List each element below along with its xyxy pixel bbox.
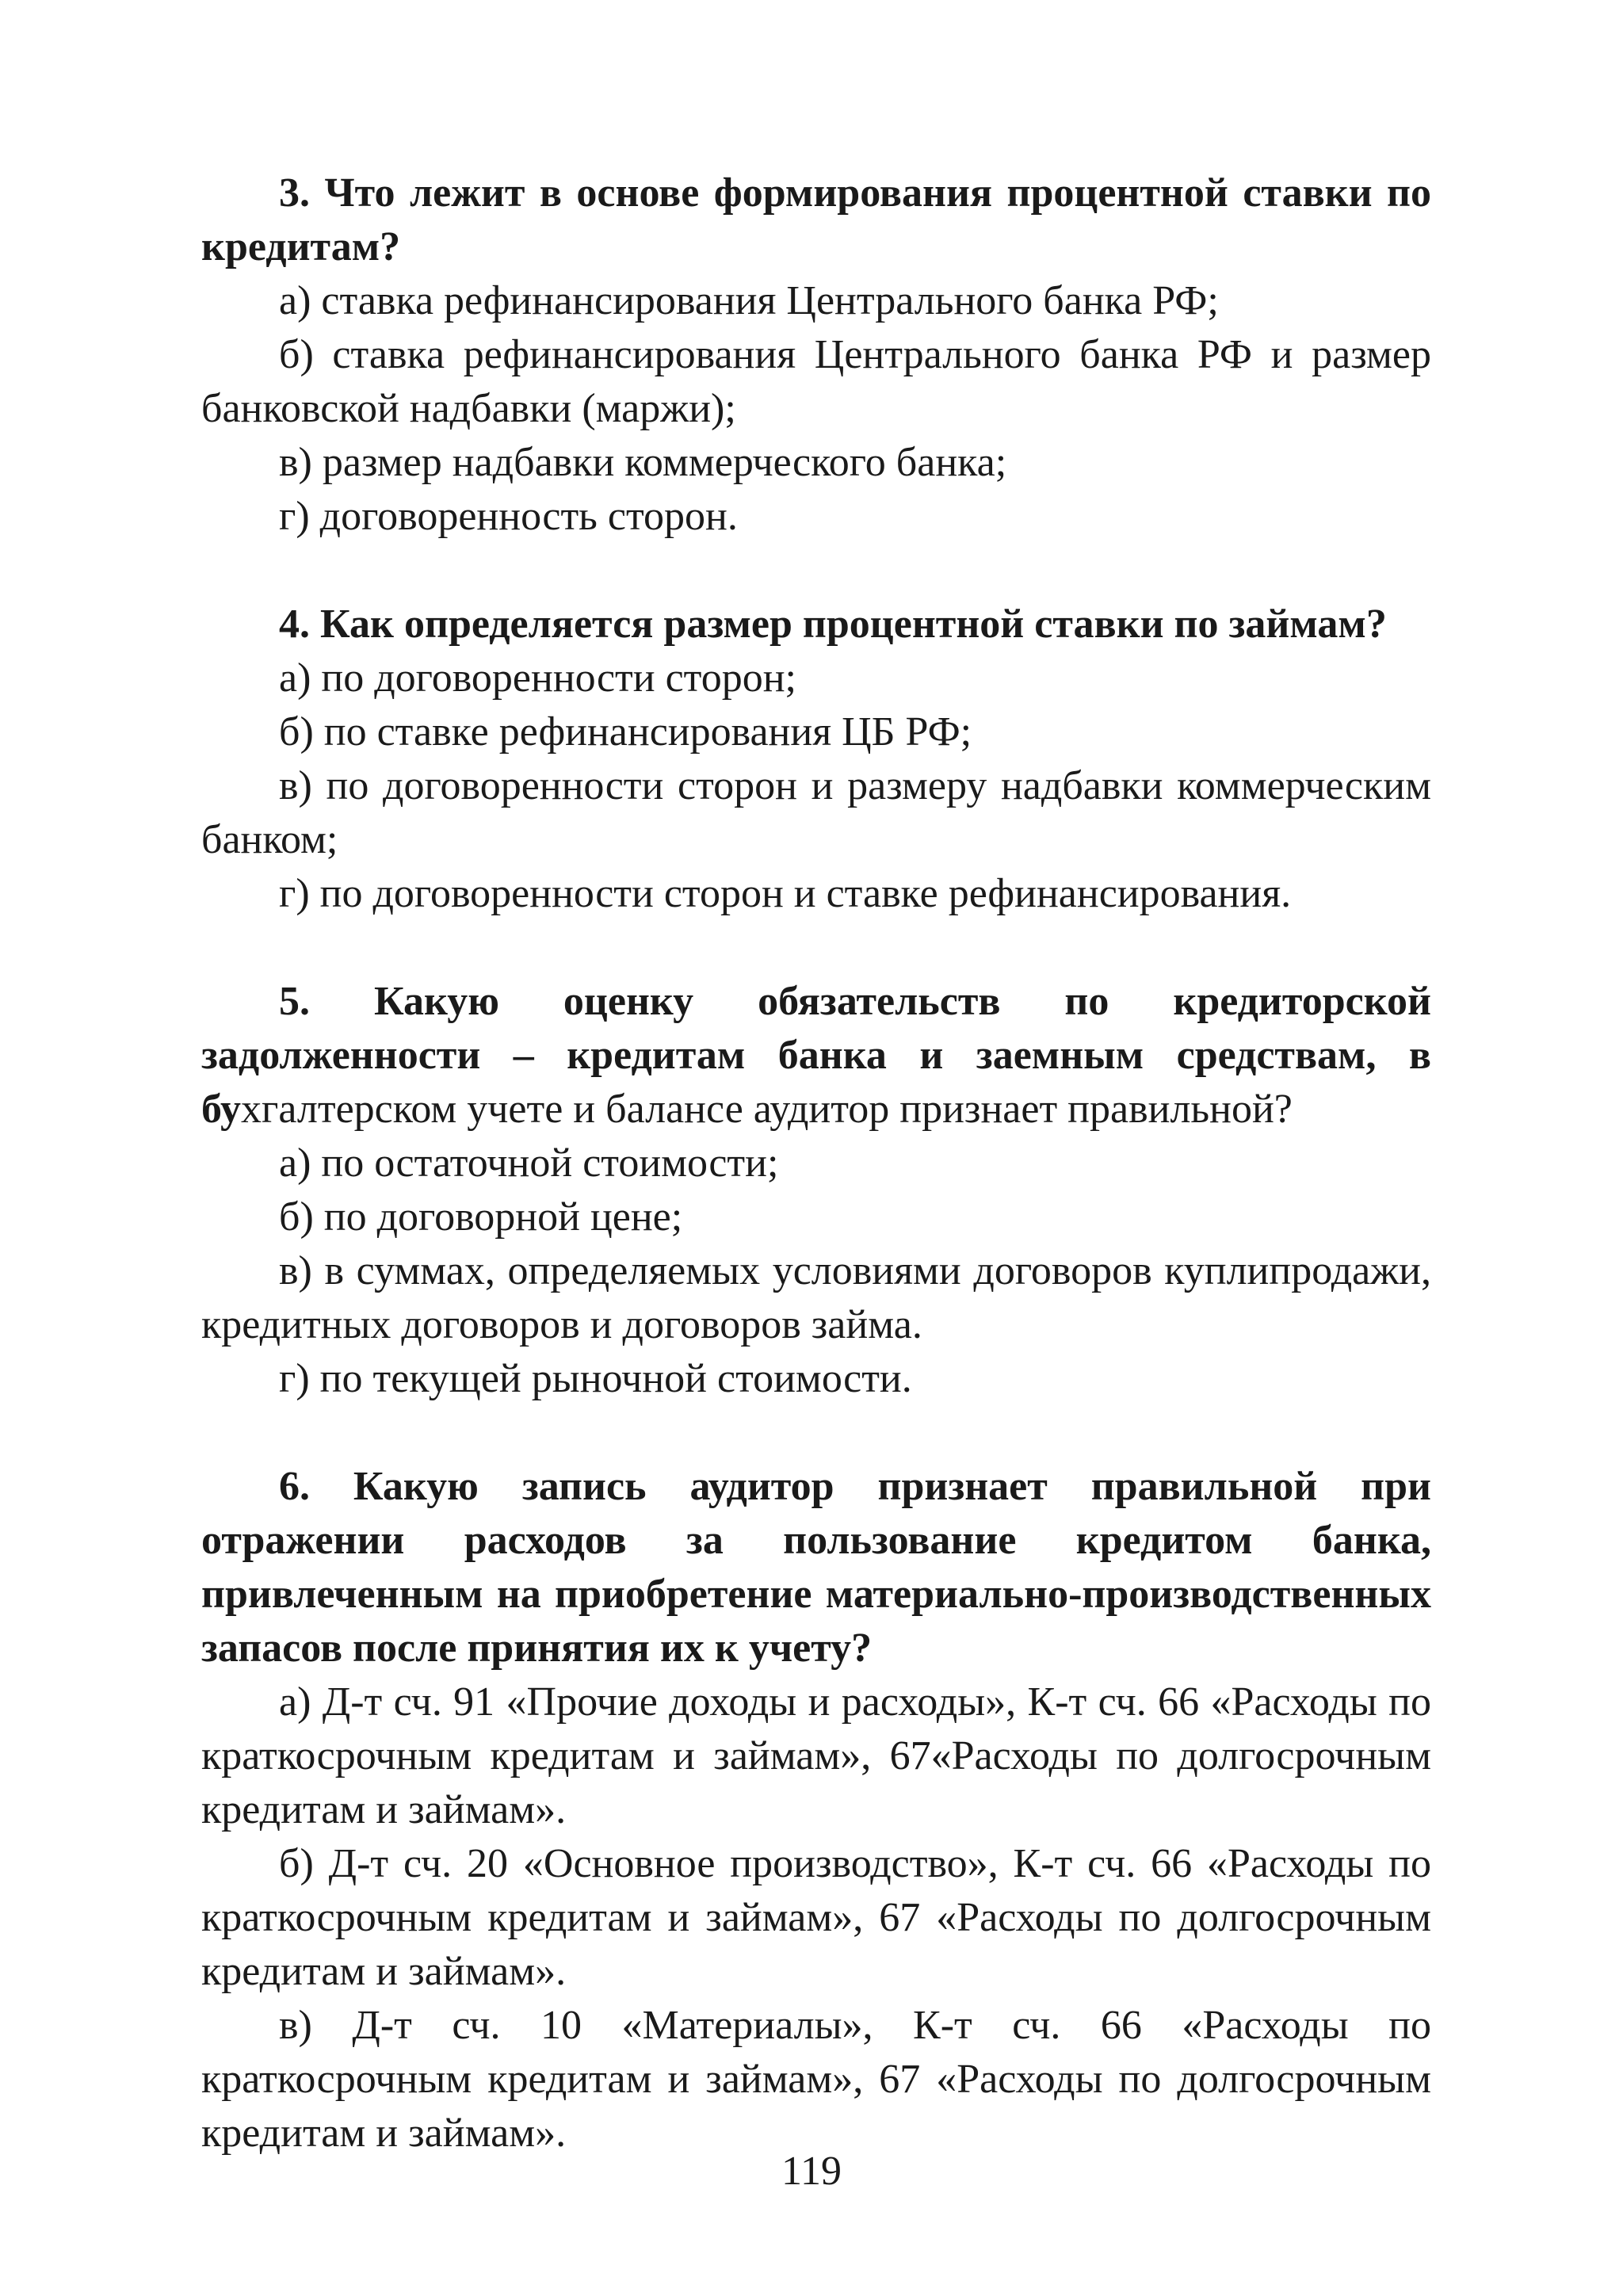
question-3	[201, 166, 1431, 544]
question-6	[201, 1460, 1431, 2160]
answer-option: б) по договорной цене;	[279, 1194, 683, 1240]
answer-option: в) в суммах, определяемых условиями договоров куплипродажи, кредитных договоров и договоров займа.	[201, 1248, 1431, 1347]
question-title-rest: хгалтерском учете и балансе аудитор признает правильной?	[241, 1087, 1293, 1132]
question-title: 6. Какую запись аудитор признает правильной при отражении расходов за пользование кредитом банка, привлеченным на приобретение материально-производственных запасов после принятия их к учету?	[201, 1464, 1431, 1671]
answer-option: г) договоренность сторон.	[279, 494, 738, 539]
answer-option: а) по остаточной стоимости;	[279, 1140, 779, 1186]
answer-option: б) ставка рефинансирования Центрального банка РФ и размер банковской надбавки (маржи);	[201, 332, 1431, 431]
question-title-bold: 5. Какую оценку обязательств по кредиторской задолженности – кредитам банка и заемным средствам, в бу	[201, 979, 1431, 1132]
answer-option: г) по текущей рыночной стоимости.	[279, 1356, 912, 1401]
answer-option: а) Д-т сч. 91 «Прочие доходы и расходы», К-т сч. 66 «Расходы по краткосрочным кредитам и займам», 67«Расходы по долгосрочным кредитам и займам».	[201, 1679, 1431, 1832]
answer-option: б) по ставке рефинансирования ЦБ РФ;	[279, 709, 972, 755]
answer-option: г) по договоренности сторон и ставке рефинансирования.	[279, 871, 1292, 916]
page-number: 119	[781, 2149, 842, 2194]
answer-option: б) Д-т сч. 20 «Основное производство», К-т сч. 66 «Расходы по краткосрочным кредитам и займам», 67 «Расходы по долгосрочным кредитам и займам».	[201, 1841, 1431, 1994]
question-title	[201, 975, 1431, 1137]
question-title: 3. Что лежит в основе формирования процентной ставки по кредитам?	[201, 170, 1431, 269]
answer-option: в) размер надбавки коммерческого банка;	[279, 440, 1007, 485]
answer-option: а) ставка рефинансирования Центрального банка РФ;	[279, 278, 1219, 323]
answer-option: в) по договоренности сторон и размеру надбавки коммерческим банком;	[201, 763, 1431, 862]
question-title: 4. Как определяется размер процентной ставки по займам?	[279, 602, 1387, 647]
page-content	[201, 166, 1431, 2160]
question-5	[201, 975, 1431, 1406]
answer-option: в) Д-т сч. 10 «Материалы», К-т сч. 66 «Расходы по краткосрочным кредитам и займам», 67 «Расходы по долгосрочным кредитам и займам».	[201, 2003, 1431, 2156]
question-4	[201, 598, 1431, 921]
answer-option: а) по договоренности сторон;	[279, 655, 796, 701]
